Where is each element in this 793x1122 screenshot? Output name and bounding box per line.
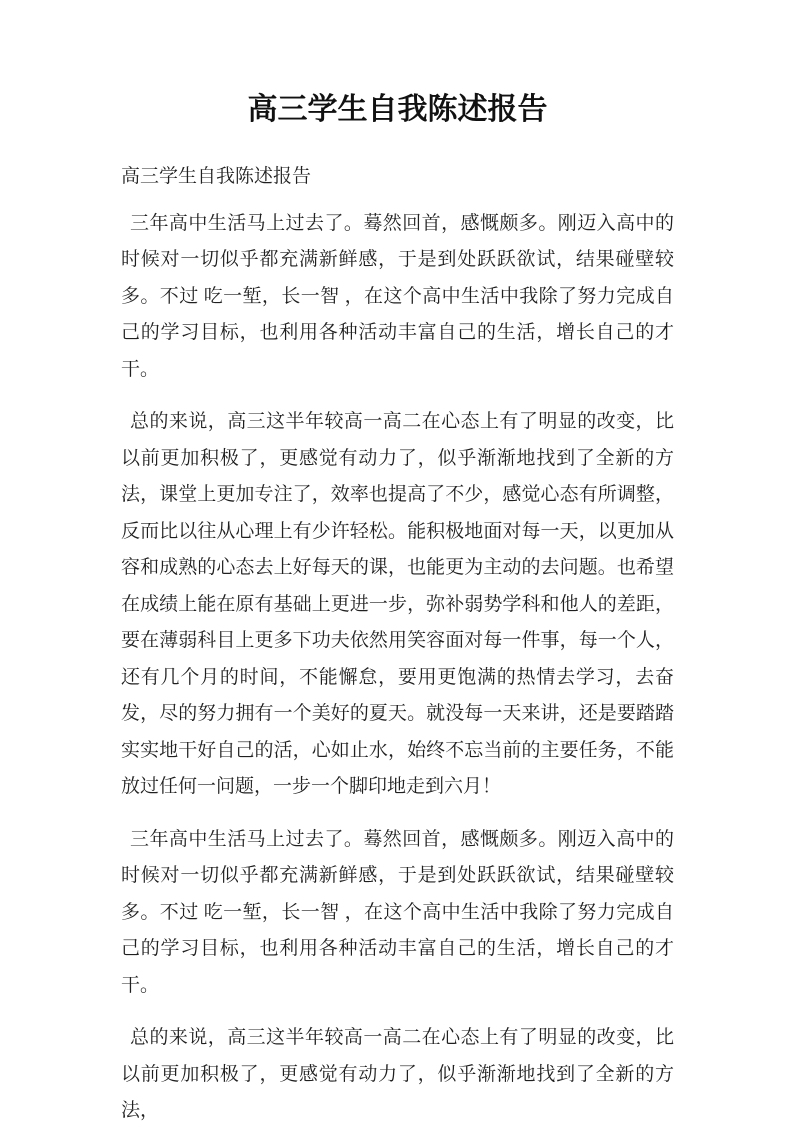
document-title: 高三学生自我陈述报告 <box>247 93 548 126</box>
document-subtitle: 高三学生自我陈述报告 <box>121 166 312 187</box>
document-paragraph: 三年高中生活马上过去了。蓦然回首，感慨颇多。刚迈入高中的时候对一切似乎都充满新鲜感，于是到处跃跃欲试，结果碰壁较多。不过 吃一堑，长一智 ，在这个高中生活中我除了努力完成自己的学习目标，也利用各种活动丰富自己的生活，增长自己的才干。 <box>121 828 674 996</box>
document-paragraph: 总的来说，高三这半年较高一高二在心态上有了明显的改变，比以前更加积极了，更感觉有动力了，似乎渐渐地找到了全新的方法， <box>121 1027 674 1121</box>
document-paragraph: 总的来说，高三这半年较高一高二在心态上有了明显的改变，比以前更加积极了，更感觉有动力了，似乎渐渐地找到了全新的方法，课堂上更加专注了，效率也提高了不少，感觉心态有所调整，反而比以往从心理上有少许轻松。能积极地面对每一天，以更加从容和成熟的心态去上好每天的课，也能更为主动的去问题。也希望在成绩上能在原有基础上更进一步，弥补弱势学科和他人的差距，要在薄弱科目上更多下功夫依然用笑容面对每一件事，每一个人，还有几个月的时间，不能懈怠，要用更饱满的热情去学习，去奋发，尽的努力拥有一个美好的夏天。就没每一天来讲，还是要踏踏实实地干好自己的活，心如止水，始终不忘当前的主要任务，不能放过任何一问题，一步一个脚印地走到六月！ <box>121 411 674 797</box>
document-paragraph: 三年高中生活马上过去了。蓦然回首，感慨颇多。刚迈入高中的时候对一切似乎都充满新鲜感，于是到处跃跃欲试，结果碰壁较多。不过 吃一堑，长一智 ，在这个高中生活中我除了努力完成自己的学习目标，也利用各种活动丰富自己的生活，增长自己的才干。 <box>121 212 674 380</box>
